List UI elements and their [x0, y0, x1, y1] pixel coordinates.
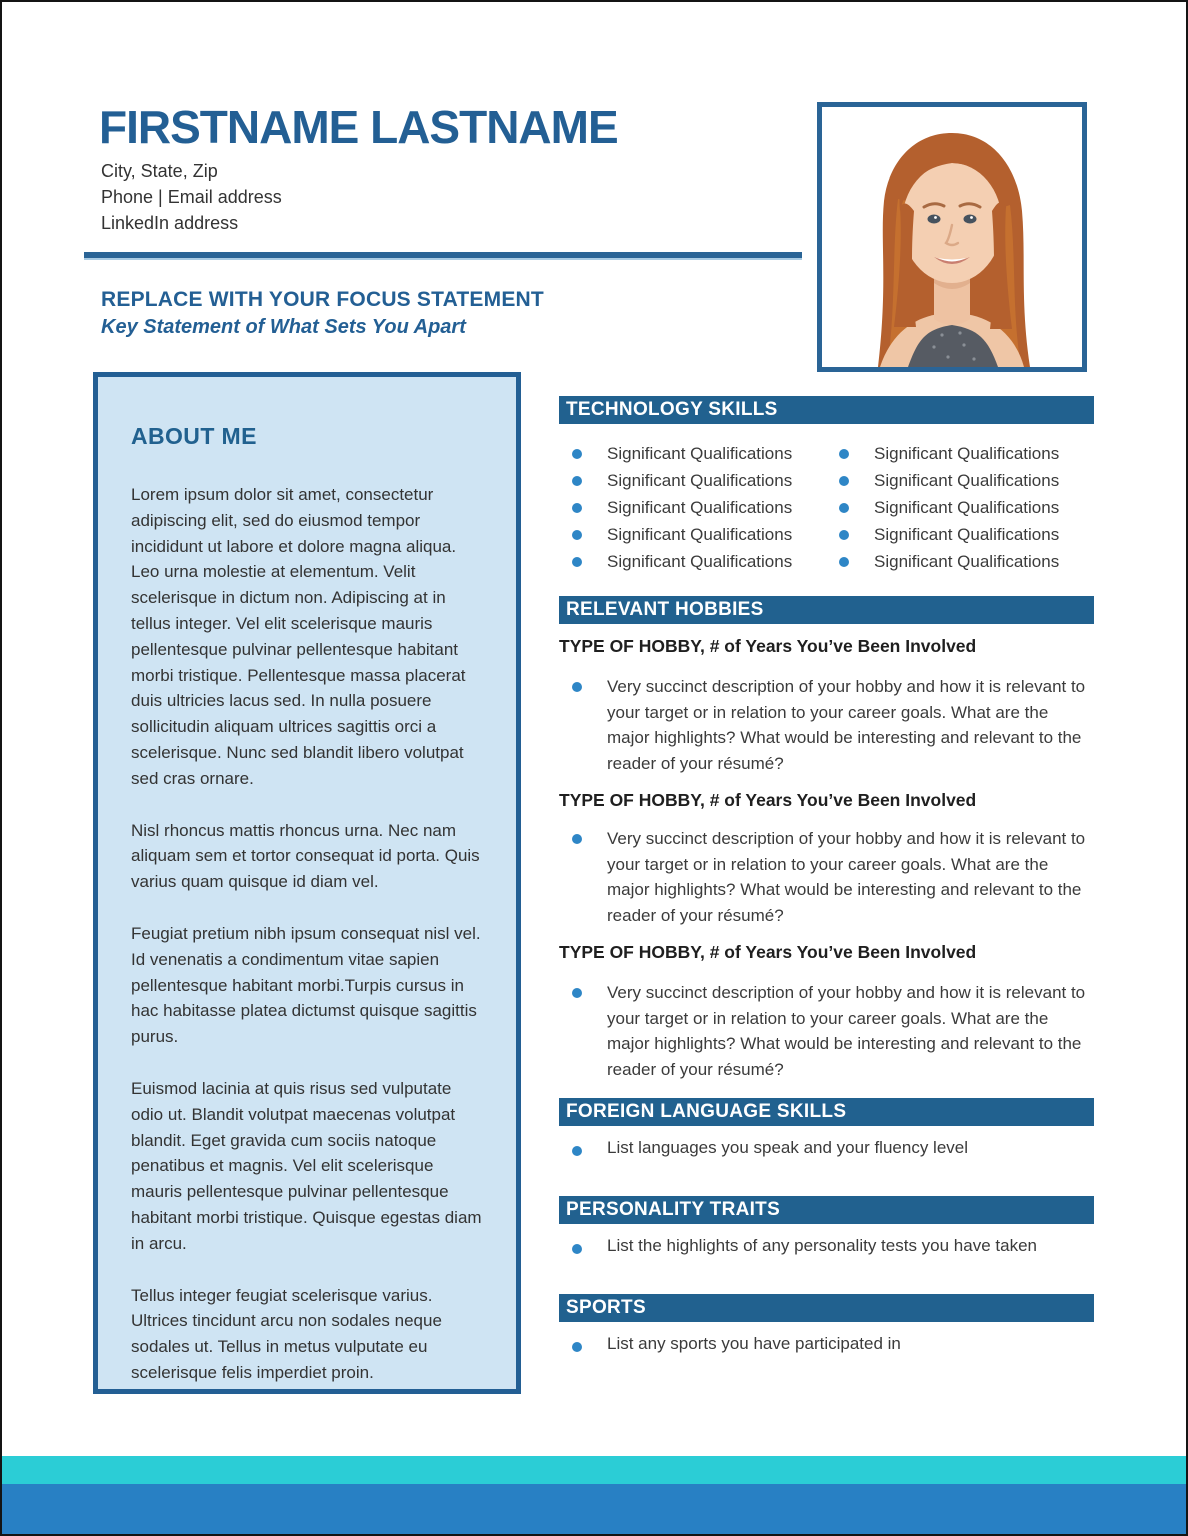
skill-item: Significant Qualifications	[826, 440, 1093, 467]
contact-line-linkedin: LinkedIn address	[101, 213, 239, 233]
hobby-heading: TYPE OF HOBBY, # of Years You’ve Been Involved	[559, 942, 977, 962]
hobby-description-list	[559, 826, 1094, 928]
hobby-description: Very succinct description of your hobby and how it is relevant to your target or in relation to your career goals. What are the major highlights? What would be interesting and relevant to the reader of your résumé?	[559, 826, 1094, 928]
bullet-icon	[572, 503, 582, 513]
about-me-title: ABOUT ME	[131, 423, 257, 449]
about-paragraph: Euismod lacinia at quis risus sed vulputate odio ut. Blandit volutpat maecenas volutpat blandit. Eget gravida cum sociis natoque penatibus et magnis. Vel elit scelerisque mauris pellentesque pulvinar pellentesque habitant morbi tristique. Quisque egestas diam in arcu.	[131, 1078, 482, 1253]
sports-item: List any sports you have participated in	[559, 1334, 1094, 1354]
bullet-icon	[572, 682, 582, 692]
about-paragraph: Lorem ipsum dolor sit amet, consectetur adipiscing elit, sed do eiusmod tempor incididunt ut labore et dolore magna aliqua. Leo urna molestie at elementum. Velit scelerisque in dictum non. Adipiscing at in tellus integer. Vel elit scelerisque mauris pellentesque pulvinar pellentesque habitant morbi tristique. Pellentesque massa placerat duis ultricies lacus sed. In nulla posuere sollicitudin aliquam ultrices sagittis orci a scelerisque. Nunc sed blandit libero volutpat sed cras ornare.	[131, 485, 466, 788]
right-column	[559, 396, 1094, 1386]
hobby-description: Very succinct description of your hobby and how it is relevant to your target or in relation to your career goals. What are the major highlights? What would be interesting and relevant to the reader of your résumé?	[559, 980, 1094, 1082]
skill-item: Significant Qualifications	[826, 548, 1093, 575]
skill-item: Significant Qualifications	[559, 494, 826, 521]
bullet-icon	[839, 449, 849, 459]
bullet-icon	[839, 530, 849, 540]
bullet-icon	[839, 476, 849, 486]
about-paragraph: Feugiat pretium nibh ipsum consequat nisl vel. Id venenatis a condimentum vitae sapien pellentesque habitant morbi.Turpis cursus in hac habitasse platea dictumst quisque sagittis purus.	[131, 923, 481, 1047]
hobby-description: Very succinct description of your hobby and how it is relevant to your target or in relation to your career goals. What are the major highlights? What would be interesting and relevant to the reader of your résumé?	[559, 674, 1094, 776]
skill-item: Significant Qualifications	[826, 521, 1093, 548]
bullet-icon	[839, 503, 849, 513]
sports-list	[559, 1334, 1094, 1354]
bullet-icon	[572, 1342, 582, 1352]
about-paragraph: Tellus integer feugiat scelerisque varius. Ultrices tincidunt arcu non sodales neque sodales ut. Tellus in metus vulputate eu scelerisque felis imperdiet proin.	[131, 1285, 442, 1382]
bullet-icon	[572, 530, 582, 540]
skill-item: Significant Qualifications	[826, 494, 1093, 521]
language-item: List languages you speak and your fluency level	[559, 1138, 1094, 1158]
bullet-icon	[572, 988, 582, 998]
bullet-icon	[839, 557, 849, 567]
skills-column-2	[826, 440, 1093, 575]
section-header-relevant-hobbies: RELEVANT HOBBIES	[559, 596, 1094, 624]
section-header-personality-traits: PERSONALITY TRAITS	[559, 1196, 1094, 1224]
hobby-description-list	[559, 674, 1094, 776]
bullet-icon	[572, 834, 582, 844]
technology-skills-list	[559, 440, 1094, 575]
about-paragraph: Nisl rhoncus mattis rhoncus urna. Nec nam aliquam sem et tortor consequat id porta. Quis varius quam quisque id diam vel.	[131, 820, 480, 892]
bullet-icon	[572, 557, 582, 567]
focus-statement-subtitle: Key Statement of What Sets You Apart	[101, 316, 466, 338]
language-list	[559, 1138, 1094, 1158]
header-divider-rule	[84, 252, 802, 260]
bullet-icon	[572, 1244, 582, 1254]
contact-line-city: City, State, Zip	[101, 161, 218, 181]
skill-item: Significant Qualifications	[826, 467, 1093, 494]
personality-list	[559, 1236, 1094, 1256]
skills-column-1	[559, 440, 826, 575]
bullet-icon	[572, 1146, 582, 1156]
section-header-technology-skills: TECHNOLOGY SKILLS	[559, 396, 1094, 424]
contact-line-phone-email: Phone | Email address	[101, 187, 282, 207]
bullet-icon	[572, 476, 582, 486]
hobby-heading: TYPE OF HOBBY, # of Years You’ve Been Involved	[559, 790, 977, 810]
personality-item: List the highlights of any personality tests you have taken	[559, 1236, 1094, 1256]
portrait-illustration	[822, 107, 1082, 367]
skill-item: Significant Qualifications	[559, 548, 826, 575]
skill-item: Significant Qualifications	[559, 467, 826, 494]
about-me-box	[93, 372, 521, 1394]
applicant-name: FIRSTNAME LASTNAME	[99, 101, 618, 153]
hobby-heading: TYPE OF HOBBY, # of Years You’ve Been Involved	[559, 636, 977, 656]
focus-statement-title: REPLACE WITH YOUR FOCUS STATEMENT	[101, 288, 544, 311]
footer-accent-stripe-blue	[2, 1484, 1186, 1534]
section-header-foreign-language-skills: FOREIGN LANGUAGE SKILLS	[559, 1098, 1094, 1126]
hobby-description-list	[559, 980, 1094, 1082]
skill-item: Significant Qualifications	[559, 521, 826, 548]
bullet-icon	[572, 449, 582, 459]
contact-info	[101, 158, 282, 236]
skill-item: Significant Qualifications	[559, 440, 826, 467]
profile-photo	[817, 102, 1087, 372]
section-header-sports: SPORTS	[559, 1294, 1094, 1322]
footer-accent-stripe-teal	[2, 1456, 1186, 1484]
